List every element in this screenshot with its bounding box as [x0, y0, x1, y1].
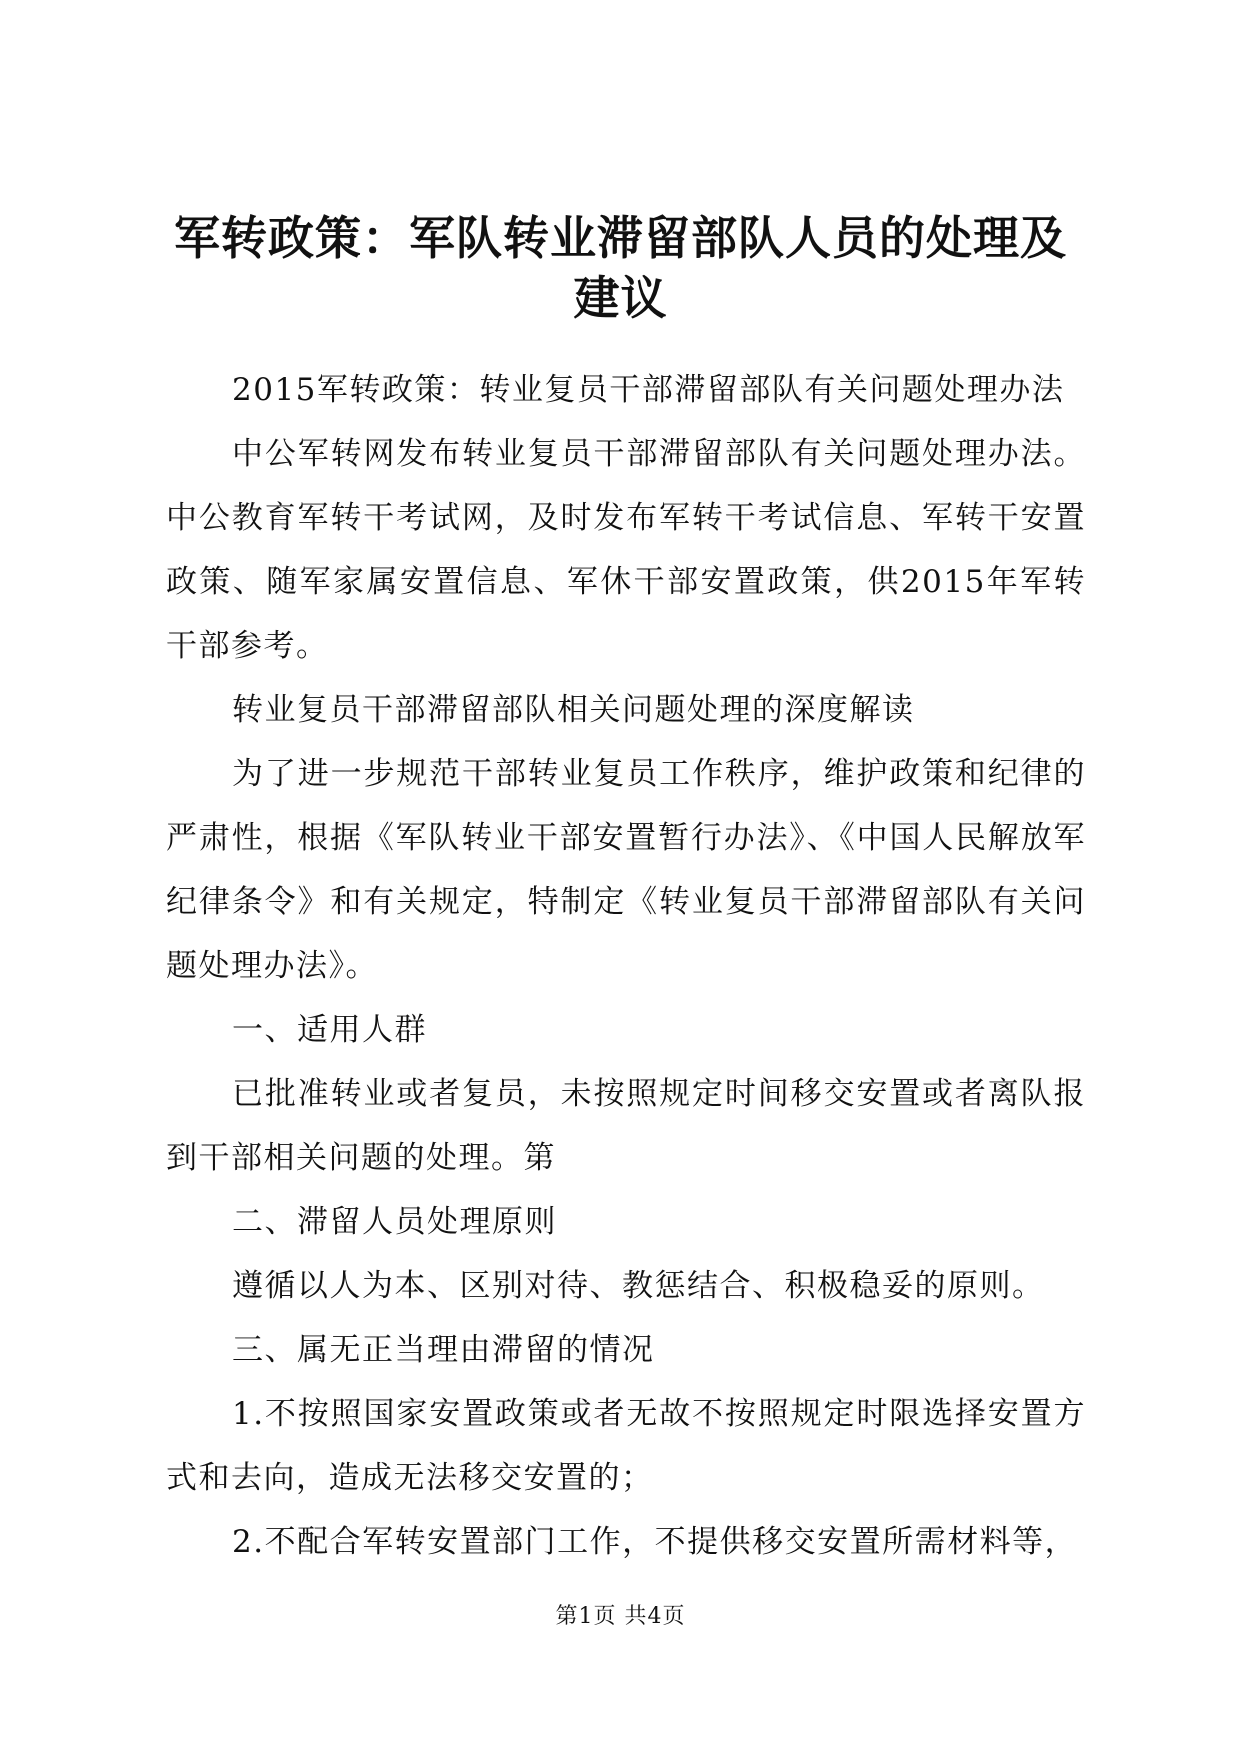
paragraph-scope: 已批准转业或者复员，未按照规定时间移交安置或者离队报到干部相关问题的处理。第 [166, 1076, 1086, 1176]
list-item-2: 2.不配合军转安置部门工作，不提供移交安置所需材料等， [232, 1524, 1078, 1560]
paragraph-purpose: 为了进一步规范干部转业复员工作秩序，维护政策和纪律的严肃性，根据《军队转业干部安置暂行办法》、《中国人民解放军纪律条令》和有关规定，特制定《转业复员干部滞留部队有关问题处理办法》。 [166, 756, 1086, 984]
page-number-footer: 第1页 共4页 [555, 1604, 686, 1629]
document-body [166, 358, 1086, 1574]
paragraph-principle: 遵循以人为本、区别对待、教惩结合、积极稳妥的原则。 [232, 1268, 1045, 1304]
list-item-1: 1.不按照国家安置政策或者无故不按照规定时限选择安置方式和去向，造成无法移交安置的； [166, 1396, 1086, 1496]
paragraph-heading-1: 2015军转政策：转业复员干部滞留部队有关问题处理办法 [232, 372, 1065, 408]
paragraph-heading-2: 转业复员干部滞留部队相关问题处理的深度解读 [232, 692, 915, 728]
section-heading-3: 三、属无正当理由滞留的情况 [232, 1332, 655, 1368]
document-title: 军转政策：军队转业滞留部队人员的处理及建议 [174, 211, 1067, 325]
section-heading-2: 二、滞留人员处理原则 [232, 1204, 557, 1240]
section-heading-1: 一、适用人群 [232, 1012, 427, 1048]
paragraph-intro: 中公军转网发布转业复员干部滞留部队有关问题处理办法。中公教育军转干考试网，及时发布军转干考试信息、军转干安置政策、随军家属安置信息、军休干部安置政策，供2015年军转干部参考。 [166, 436, 1086, 664]
